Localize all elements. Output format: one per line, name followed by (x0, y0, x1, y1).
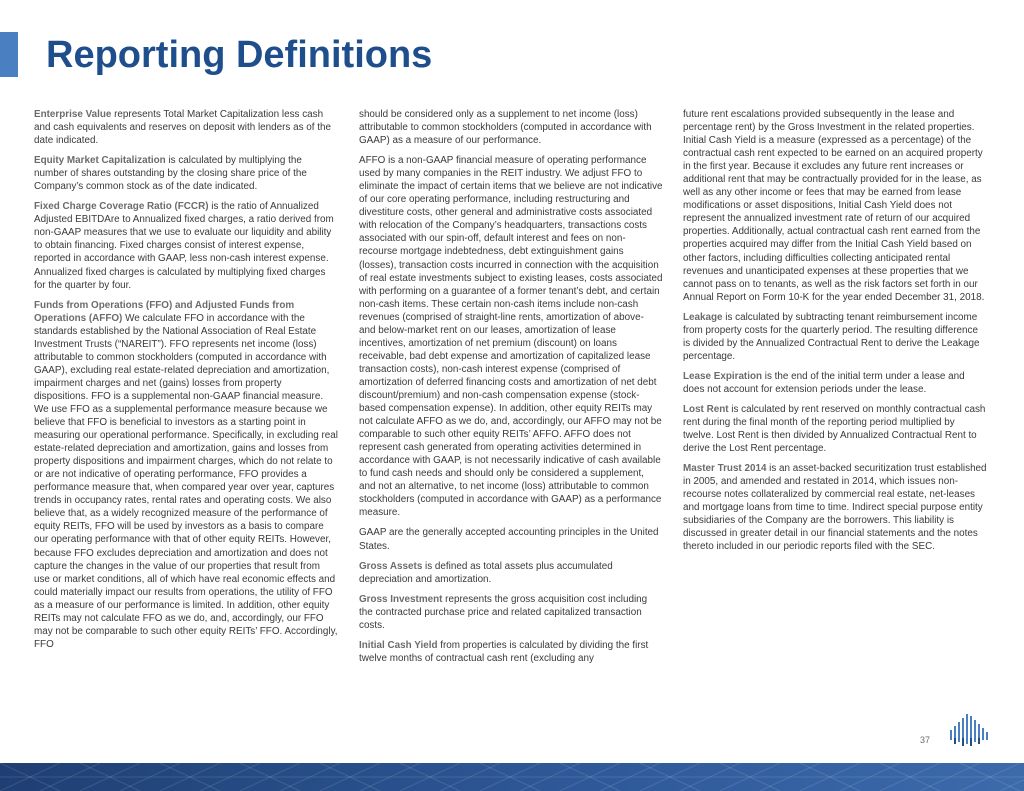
definition-term: Gross Assets (359, 560, 423, 572)
definition-term: Lease Expiration (683, 370, 763, 382)
definition-text: is calculated by rent reserved on monthly contractual cash rent during the final month of the reporting period multiplied by twelve. Lost Rent is then divided by Annualized Contractual Rent to derive the Lost Rent percentage. (683, 403, 986, 455)
definition-paragraph (34, 108, 338, 147)
footer-pattern (0, 763, 1024, 791)
definition-text: is the end of the initial term under a lease and does not account for extension periods under the lease. (683, 370, 965, 395)
definition-paragraph (683, 403, 987, 455)
definition-text: should be considered only as a supplement to net income (loss) attributable to common stockholders (computed in accordance with GAAP) as a measure of our performance. (359, 109, 652, 147)
company-logo-icon (948, 712, 992, 748)
definitions-column-2 (359, 108, 663, 672)
definition-text: is defined as total assets plus accumulated depreciation and amortization. (359, 560, 613, 585)
definition-paragraph (359, 108, 663, 147)
definition-term: Fixed Charge Coverage Ratio (FCCR) (34, 201, 209, 213)
definition-paragraph (683, 370, 987, 396)
definition-paragraph (683, 108, 987, 304)
definition-text: is calculated by subtracting tenant reimbursement income from property costs for the quarterly period. The resulting difference is divided by the Annualized Contractual Rent to derive the Leakage percentage. (683, 311, 980, 362)
definition-paragraph (683, 311, 987, 363)
definition-paragraph (34, 299, 338, 651)
definition-text: We calculate FFO in accordance with the standards established by the National Association of Real Estate Investment Trusts (“NAREIT”). FFO represents net income (loss) attributable to common stockholders (computed in accordance with GAAP), excluding real estate-related depreciation and amortization, impairment charges and net (gains) losses from property dispositions. FFO is a supplemental non-GAAP financial measure. We use FFO as a supplemental performance measure because we believe that FFO is beneficial to investors as a starting point in measuring our operational performance. Specifically, in excluding real estate-related depreciation and amortization, gains and losses from property dispositions and impairment charges, which do not relate to or are not indicative of operating performance, FFO provides a performance measure that, when compared year over year, captures trends in occupancy rates, rental rates and operating costs. We also believe that, as a widely recognized measure of the performance of equity REITs, FFO will be used by investors as a basis to compare our operating performance with that of other equity REITs. However, because FFO excludes depreciation and amortization and does not capture the changes in the value of our properties that result from use or market conditions, all of which have real economic effects and could materially impact our results from operations, the utility of FFO as a measure of our performance is limited. In addition, other equity REITs may not calculate FFO as we do, and, accordingly, our FFO may not be comparable to such other equity REITs’ FFO. Accordingly, FFO (34, 312, 338, 650)
definition-term: Funds from Operations (FFO) and Adjusted Funds from Operations (AFFO) (34, 299, 295, 324)
definition-paragraph (34, 154, 338, 193)
definition-text: AFFO is a non-GAAP financial measure of operating performance used by many companies in the REIT industry. We adjust FFO to eliminate the impact of certain items that we believe are not indicative of our core operating performance, including restructuring and divestiture costs, other general and administrative costs associated with relocation of the Company’s headquarters, transactions costs associated with our spin-off, default interest and fees on non-recourse mortgage indebtedness, debt extinguishment gains (losses), transaction costs incurred in connection with the acquisition of real estate investments subject to existing leases, costs associated with performing on a guarantee of a former tenant’s debt, and certain non-cash items. These certain non-cash items include non-cash revenues (comprised of straight-line rents, amortization of above- and below-market rent on our leases, amortization of lease incentives, amortization of net premium (discount) on loans receivable, bad debt expense and amortization of capitalized lease transaction costs), non-cash interest expense (comprised of amortization of deferred financing costs and amortization of net debt discount/premium) and non-cash compensation expense (stock-based compensation expense). In addition, other equity REITs may not calculate AFFO as we do, and, accordingly, our AFFO may not be comparable to such other equity REITs’ AFFO. AFFO does not represent cash generated from operating activities determined in accordance with GAAP, is not necessarily indicative of cash available to fund cash needs and should only be considered a supplement, and not an alternative, to net income (loss) attributable to common stockholders (computed in accordance with GAAP) as a performance measure. (359, 155, 663, 519)
page-title: Reporting Definitions (46, 34, 433, 76)
definition-paragraph (34, 200, 338, 291)
definition-term: Master Trust 2014 (683, 463, 767, 475)
definition-text: is calculated by multiplying the number of shares outstanding by the closing share price of the Company’s common stock as of the date indicated. (34, 155, 307, 193)
definition-text: is the ratio of Annualized Adjusted EBITDAre to Annualized fixed charges, a ratio derived from non-GAAP measures that we use to evaluate our liquidity and ability to obtain financing. Fixed charges consist of interest expense, reported in accordance with GAAP, less non-cash interest expense. Annualized fixed charges is calculated by multiplying fixed charges for the quarter by four. (34, 201, 334, 291)
definition-text: future rent escalations provided subsequently in the lease and percentage rent) by the Gross Investment in the related properties. Initial Cash Yield is a measure (expressed as a percentage) of the contractual cash rent expected to be earned on an acquired property in the first year. Because it excludes any future rent increases or additional rent that may be contractually provided for in the lease, as well as any other income or fees that may be earned from lease modifications or asset dispositions, Initial Cash Yield does not represent the annualized investment rate of return of our acquired properties. Additionally, actual contractual cash rent earned from the properties acquired may differ from the Initial Cash Yield based on other factors, including difficulties collecting anticipated rental revenues and unanticipated expenses at these properties that we cannot pass on to tenants, as well as the risk factors set forth in our Annual Report on Form 10-K for the year ended December 31, 2018. (683, 109, 985, 303)
definition-paragraph (359, 154, 663, 519)
definition-paragraph (359, 593, 663, 632)
definition-term: Gross Investment (359, 593, 443, 605)
definition-paragraph (359, 639, 663, 665)
definition-term: Equity Market Capitalization (34, 155, 166, 167)
definition-text: represents Total Market Capitalization less cash and cash equivalents and reserves on deposit with lenders as of the date indicated. (34, 109, 331, 147)
definition-term: Initial Cash Yield (359, 639, 438, 651)
definition-paragraph (683, 462, 987, 553)
definition-text: from properties is calculated by dividing the first twelve months of contractual cash rent (excluding any (359, 639, 649, 664)
title-accent-bar (0, 32, 18, 77)
definition-paragraph (359, 526, 663, 552)
definitions-column-1 (34, 108, 338, 658)
definition-text: is an asset-backed securitization trust established in 2005, and amended and restated in 2014, which issues non-recourse notes collateralized by commercial real estate, net-leases and mortgage loans from time to time. Indirect special purpose entity subsidiaries of the Company are the borrowers. This liability is discussed in greater detail in our financial statements and the notes thereto included in our periodic reports filed with the SEC. (683, 463, 987, 553)
page-number: 37 (920, 735, 931, 745)
definition-text: GAAP are the generally accepted accounting principles in the United States. (359, 527, 659, 552)
definition-paragraph (359, 560, 663, 586)
definition-term: Enterprise Value (34, 109, 112, 120)
definition-term: Lost Rent (683, 403, 729, 415)
definition-text: represents the gross acquisition cost including the contracted purchase price and related capitalized transaction costs. (359, 593, 648, 631)
footer-band (0, 763, 1024, 791)
definitions-column-3 (683, 108, 987, 561)
definition-term: Leakage (683, 311, 723, 323)
